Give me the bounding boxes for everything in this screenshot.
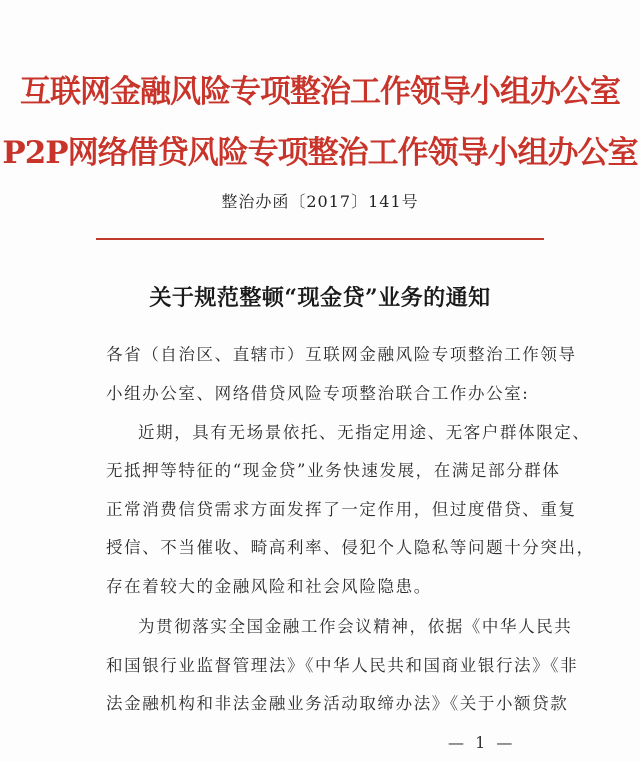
- body-line: 正常消费信贷需求方面发挥了一定作用，但过度借贷、重复: [106, 500, 577, 519]
- body-line: 为贯彻落实全国金融工作会议精神，依据《中华人民共: [138, 617, 573, 636]
- document-number: 整治办函〔2017〕141号: [221, 192, 419, 211]
- document-title: 关于规范整顿“现金贷”业务的通知: [149, 285, 491, 311]
- body-line: 授信、不当催收、畸高利率、侵犯个人隐私等问题十分突出，: [106, 538, 595, 557]
- issuer-line-2: P2P网络借贷风险专项整治工作领导小组办公室: [2, 135, 638, 171]
- body-line: 无抵押等特征的“现金贷”业务快速发展，在满足部分群体: [106, 461, 561, 480]
- body-line: 存在着较大的金融风险和社会风险隐患。: [106, 577, 432, 596]
- body-line: 和国银行业监督管理法》《中华人民共和国商业银行法》《非: [106, 656, 579, 675]
- page-number: — 1 —: [448, 733, 516, 752]
- issuer-line-1: 互联网金融风险专项整治工作领导小组办公室: [20, 74, 620, 110]
- body-line: 小组办公室、网络借贷风险专项整治联合工作办公室:: [106, 384, 530, 403]
- body-line: 法金融机构和非法金融业务活动取缔办法》《关于小额贷款: [106, 694, 569, 713]
- body-line: 各省（自治区、直辖市）互联网金融风险专项整治工作领导: [106, 345, 577, 364]
- body-line: 近期，具有无场景依托、无指定用途、无客户群体限定、: [138, 423, 591, 442]
- red-divider-line: [96, 238, 544, 240]
